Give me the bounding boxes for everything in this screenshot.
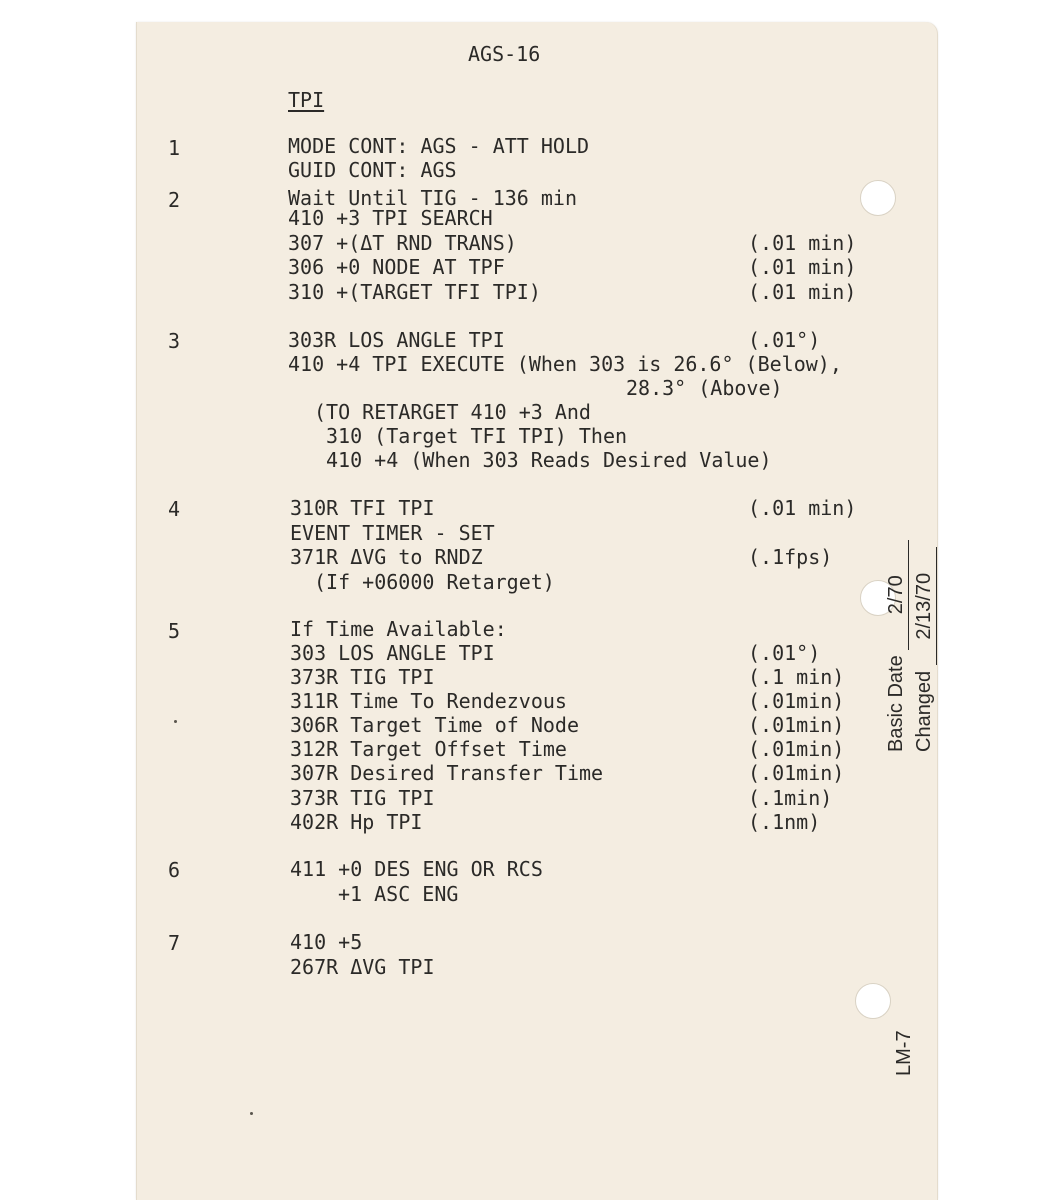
basic-date-label: Basic Date <box>885 655 907 752</box>
checklist-line: 310R TFI TPI <box>290 496 435 520</box>
checklist-line: 312R Target Offset Time <box>290 737 567 761</box>
checklist-line: (If +06000 Retarget) <box>314 570 555 594</box>
unit-label: (.01 min) <box>748 496 857 520</box>
paper-speck <box>250 1112 253 1115</box>
page-id: LM-7 <box>893 1030 915 1076</box>
checklist-line: 303 LOS ANGLE TPI <box>290 641 495 665</box>
section-title: TPI <box>288 88 325 112</box>
unit-label: (.01min) <box>748 689 845 713</box>
checklist-line: 410 +3 TPI SEARCH <box>288 206 493 230</box>
step-number: 2 <box>168 188 181 212</box>
binder-hole-top <box>860 180 896 216</box>
unit-label: (.01°) <box>748 641 821 665</box>
unit-label: (.1fps) <box>748 545 833 569</box>
changed-date-stamp <box>912 547 937 752</box>
checklist-line: 28.3° (Above) <box>626 376 783 400</box>
binder-hole-bottom <box>855 983 891 1019</box>
step-number: 1 <box>168 136 181 160</box>
checklist-line: 371R ΔVG to RNDZ <box>290 545 483 569</box>
unit-label: (.01min) <box>748 713 845 737</box>
step-number: 3 <box>168 329 181 353</box>
checklist-line: 310 +(TARGET TFI TPI) <box>288 280 541 304</box>
unit-label: (.01 min) <box>748 255 857 279</box>
unit-label: (.01min) <box>748 737 845 761</box>
basic-date-stamp <box>884 540 909 752</box>
checklist-line: +1 ASC ENG <box>338 882 459 906</box>
checklist-line: 410 +4 TPI EXECUTE (When 303 is 26.6° (Below), <box>288 352 842 376</box>
checklist-line: 307R Desired Transfer Time <box>290 761 604 785</box>
checklist-line: 306 +0 NODE AT TPF <box>288 255 505 279</box>
basic-date-value: 2/70 <box>884 540 909 650</box>
checklist-line: 310 (Target TFI TPI) Then <box>326 424 628 448</box>
unit-label: (.1nm) <box>748 810 821 834</box>
checklist-line: 410 +5 <box>290 930 363 954</box>
checklist-line: GUID CONT: AGS <box>288 158 457 182</box>
changed-date-value: 2/13/70 <box>912 547 937 665</box>
checklist-line: MODE CONT: AGS - ATT HOLD <box>288 134 590 158</box>
checklist-line: 311R Time To Rendezvous <box>290 689 567 713</box>
page-header: AGS-16 <box>468 42 541 66</box>
checklist-line: 411 +0 DES ENG OR RCS <box>290 857 543 881</box>
checklist-line: 303R LOS ANGLE TPI <box>288 328 505 352</box>
checklist-line: 306R Target Time of Node <box>290 713 579 737</box>
unit-label: (.01 min) <box>748 231 857 255</box>
unit-label: (.01min) <box>748 761 845 785</box>
unit-label: (.1min) <box>748 786 833 810</box>
step-number: 4 <box>168 497 181 521</box>
checklist-line: 410 +4 (When 303 Reads Desired Value) <box>326 448 772 472</box>
unit-label: (.01°) <box>748 328 821 352</box>
step-number: 5 <box>168 619 181 643</box>
unit-label: (.01 min) <box>748 280 857 304</box>
changed-label: Changed <box>913 670 935 752</box>
checklist-line: 267R ΔVG TPI <box>290 955 435 979</box>
checklist-line: Wait Until TIG - 136 min <box>288 186 577 210</box>
checklist-line: 373R TIG TPI <box>290 786 435 810</box>
checklist-line: 402R Hp TPI <box>290 810 423 834</box>
unit-label: (.1 min) <box>748 665 845 689</box>
paper-speck <box>174 720 177 723</box>
step-number: 7 <box>168 931 181 955</box>
checklist-line: EVENT TIMER - SET <box>290 521 495 545</box>
checklist-line: 373R TIG TPI <box>290 665 435 689</box>
checklist-line: 307 +(ΔT RND TRANS) <box>288 231 517 255</box>
step-number: 6 <box>168 858 181 882</box>
checklist-line: (TO RETARGET 410 +3 And <box>314 400 591 424</box>
checklist-line: If Time Available: <box>290 617 507 641</box>
